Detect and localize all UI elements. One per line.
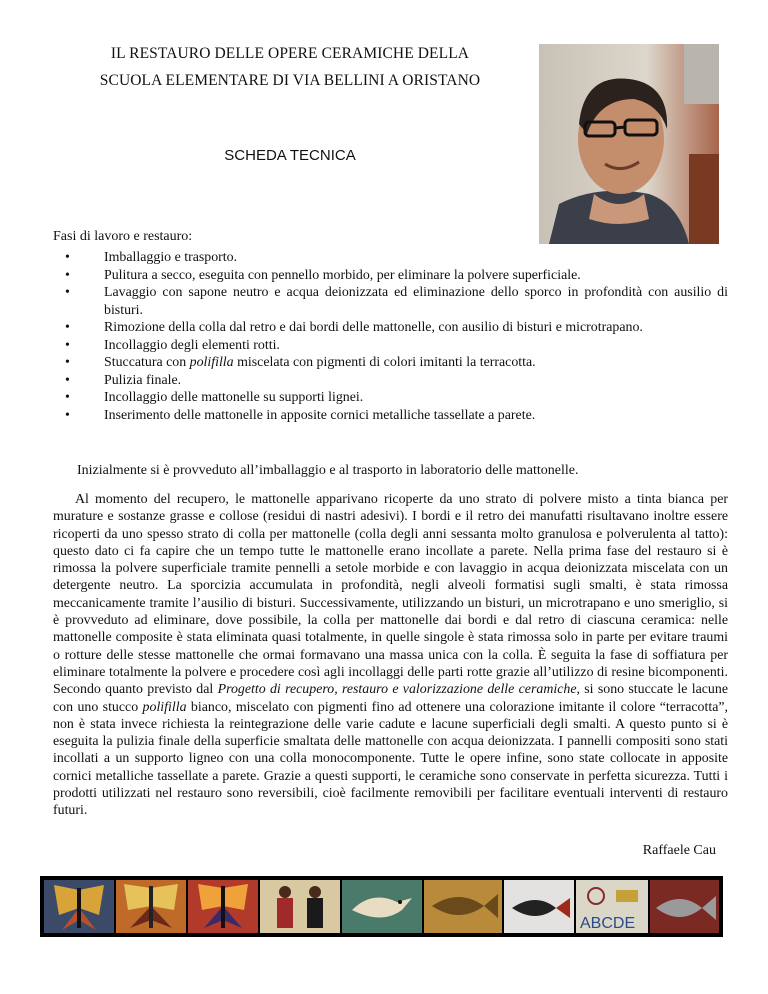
bullet-icon: • (65, 337, 70, 353)
body-paragraph: Al momento del recupero, le mattonelle apparivano ricoperte da uno strato di polvere misto a tinta bianca per murature e sostanze grasse e collose (residui di nastri adesivi). I bordi e il retro dei manufatti risultavano inoltre essere ricoperti da uno spesso strato di colla per mattonelle (colla degli anni sessanta molto granulosa e polverulenta al tatto): questo dato ci fa capire che un tempo tutte le mattonelle erano incollate a parete. Nella prima fase del restauro si è rimossa la polvere superficiale tramite pennelli a setole morbide e con lavaggio in acqua deionizzata miscelata con un detergente neutro. La sporcizia accumulata in profondità, negli alveoli formatisi sugli smalti, è stata rimossa meccanicamente tramite l’ausilio di bisturi. Successivamente, utilizzando un bisturi, un microtrapano e uno smeriglio, si è provveduto ad eliminare, dove possibile, la colla per mattonelle dai bordi e dal retro di ciascuna ceramica: nelle mattonelle composite è stata eliminata quasi totalmente, in quelle singole è stata rimossa solo in parte per evitare traumi o rotture delle stesse mattonelle che ormai formavano una massa unica con la colla. È seguita la fase di soffiatura per eliminare totalmente la polvere e procedere così agli incollaggi delle parti rotte grazie all’utilizzo di resine bicomponenti. Secondo quanto previsto dal Progetto di recupero, restauro e valorizzazione delle ceramiche, si sono stuccate le lacune con uno stucco polifilla bianco, miscelato con pigmenti fino ad ottenere una colorazione imitante il colore “terracotta”, non è stata invece richiesta la reintegrazione delle varie cadute e lacune superficiali degli smalti. A questo punto si è eseguita la pulizia finale della superficie smaltata delle mattonelle con acqua deionizzata. I pannelli compositi sono stati incollati a un supporto ligneo con una colla monocomponente. Tutte le opere infine, sono state collocate in apposite cornici metalliche tassellate a parete. Grazie a questi supporti, le ceramiche sono conservate in perfetta sicurezza. Tutti i prodotti utilizzati nel restauro sono reversibili, cioè facilmente removibili per facilitare eventuali interventi di restauro futuri. (53, 492, 728, 819)
list-item: • Rimozione della colla dal retro e dai bordi delle mattonelle, con ausilio di bisturi e microtrapano. (65, 320, 643, 335)
bullet-icon: • (65, 390, 70, 405)
bullet-icon: • (65, 320, 70, 335)
alphabet-tile (576, 880, 648, 933)
list-item: • Incollaggio delle mattonelle su supporti lignei. (65, 390, 364, 405)
title-line-2: SCUOLA ELEMENTARE DI VIA BELLINI A ORISTANO (99, 72, 481, 89)
intro-paragraph: Inizialmente si è provveduto all’imballaggio e al trasporto in laboratorio delle mattonelle. (77, 463, 579, 478)
bullet-icon: • (65, 407, 70, 423)
phases-list (53, 249, 728, 424)
document-title (40, 40, 540, 94)
bullet-icon: • (65, 250, 70, 265)
list-item: • Lavaggio con sapone neutro e acqua deionizzata ed eliminazione dello sporco in profondità con ausilio di bisturi. (65, 285, 728, 318)
author-signature: Raffaele Cau (642, 843, 716, 858)
phases-label: Fasi di lavoro e restauro: (53, 229, 193, 244)
section-subtitle: SCHEDA TECNICA (224, 147, 356, 164)
list-item: • Incollaggio degli elementi rotti. (65, 337, 280, 353)
fish-tile (504, 880, 574, 933)
fish-tile (424, 880, 502, 933)
ceramic-tiles-strip (40, 876, 723, 937)
alphabet-letters: ABCDE (580, 915, 636, 932)
bullet-icon: • (65, 285, 70, 300)
fish-tile (650, 880, 719, 933)
title-line-1: IL RESTAURO DELLE OPERE CERAMICHE DELLA (110, 45, 470, 62)
list-item: • Stuccatura con polifilla miscelata con pigmenti di colori imitanti la terracotta. (65, 355, 536, 370)
portrait-photo (539, 44, 719, 244)
list-item: • Inserimento delle mattonelle in apposite cornici metalliche tassellate a parete. (65, 407, 536, 423)
bullet-icon: • (65, 267, 70, 283)
list-item: • Pulitura a secco, eseguita con pennello morbido, per eliminare la polvere superficiale. (65, 267, 581, 283)
bird-tile (342, 880, 422, 933)
butterfly-tile (188, 880, 258, 933)
bullet-icon: • (65, 355, 70, 370)
list-item: • Pulizia finale. (65, 372, 182, 388)
butterfly-tile (44, 880, 114, 933)
bullet-icon: • (65, 372, 70, 388)
butterfly-tile (116, 880, 186, 933)
list-item: • Imballaggio e trasporto. (65, 250, 238, 265)
figures-tile (260, 880, 340, 933)
